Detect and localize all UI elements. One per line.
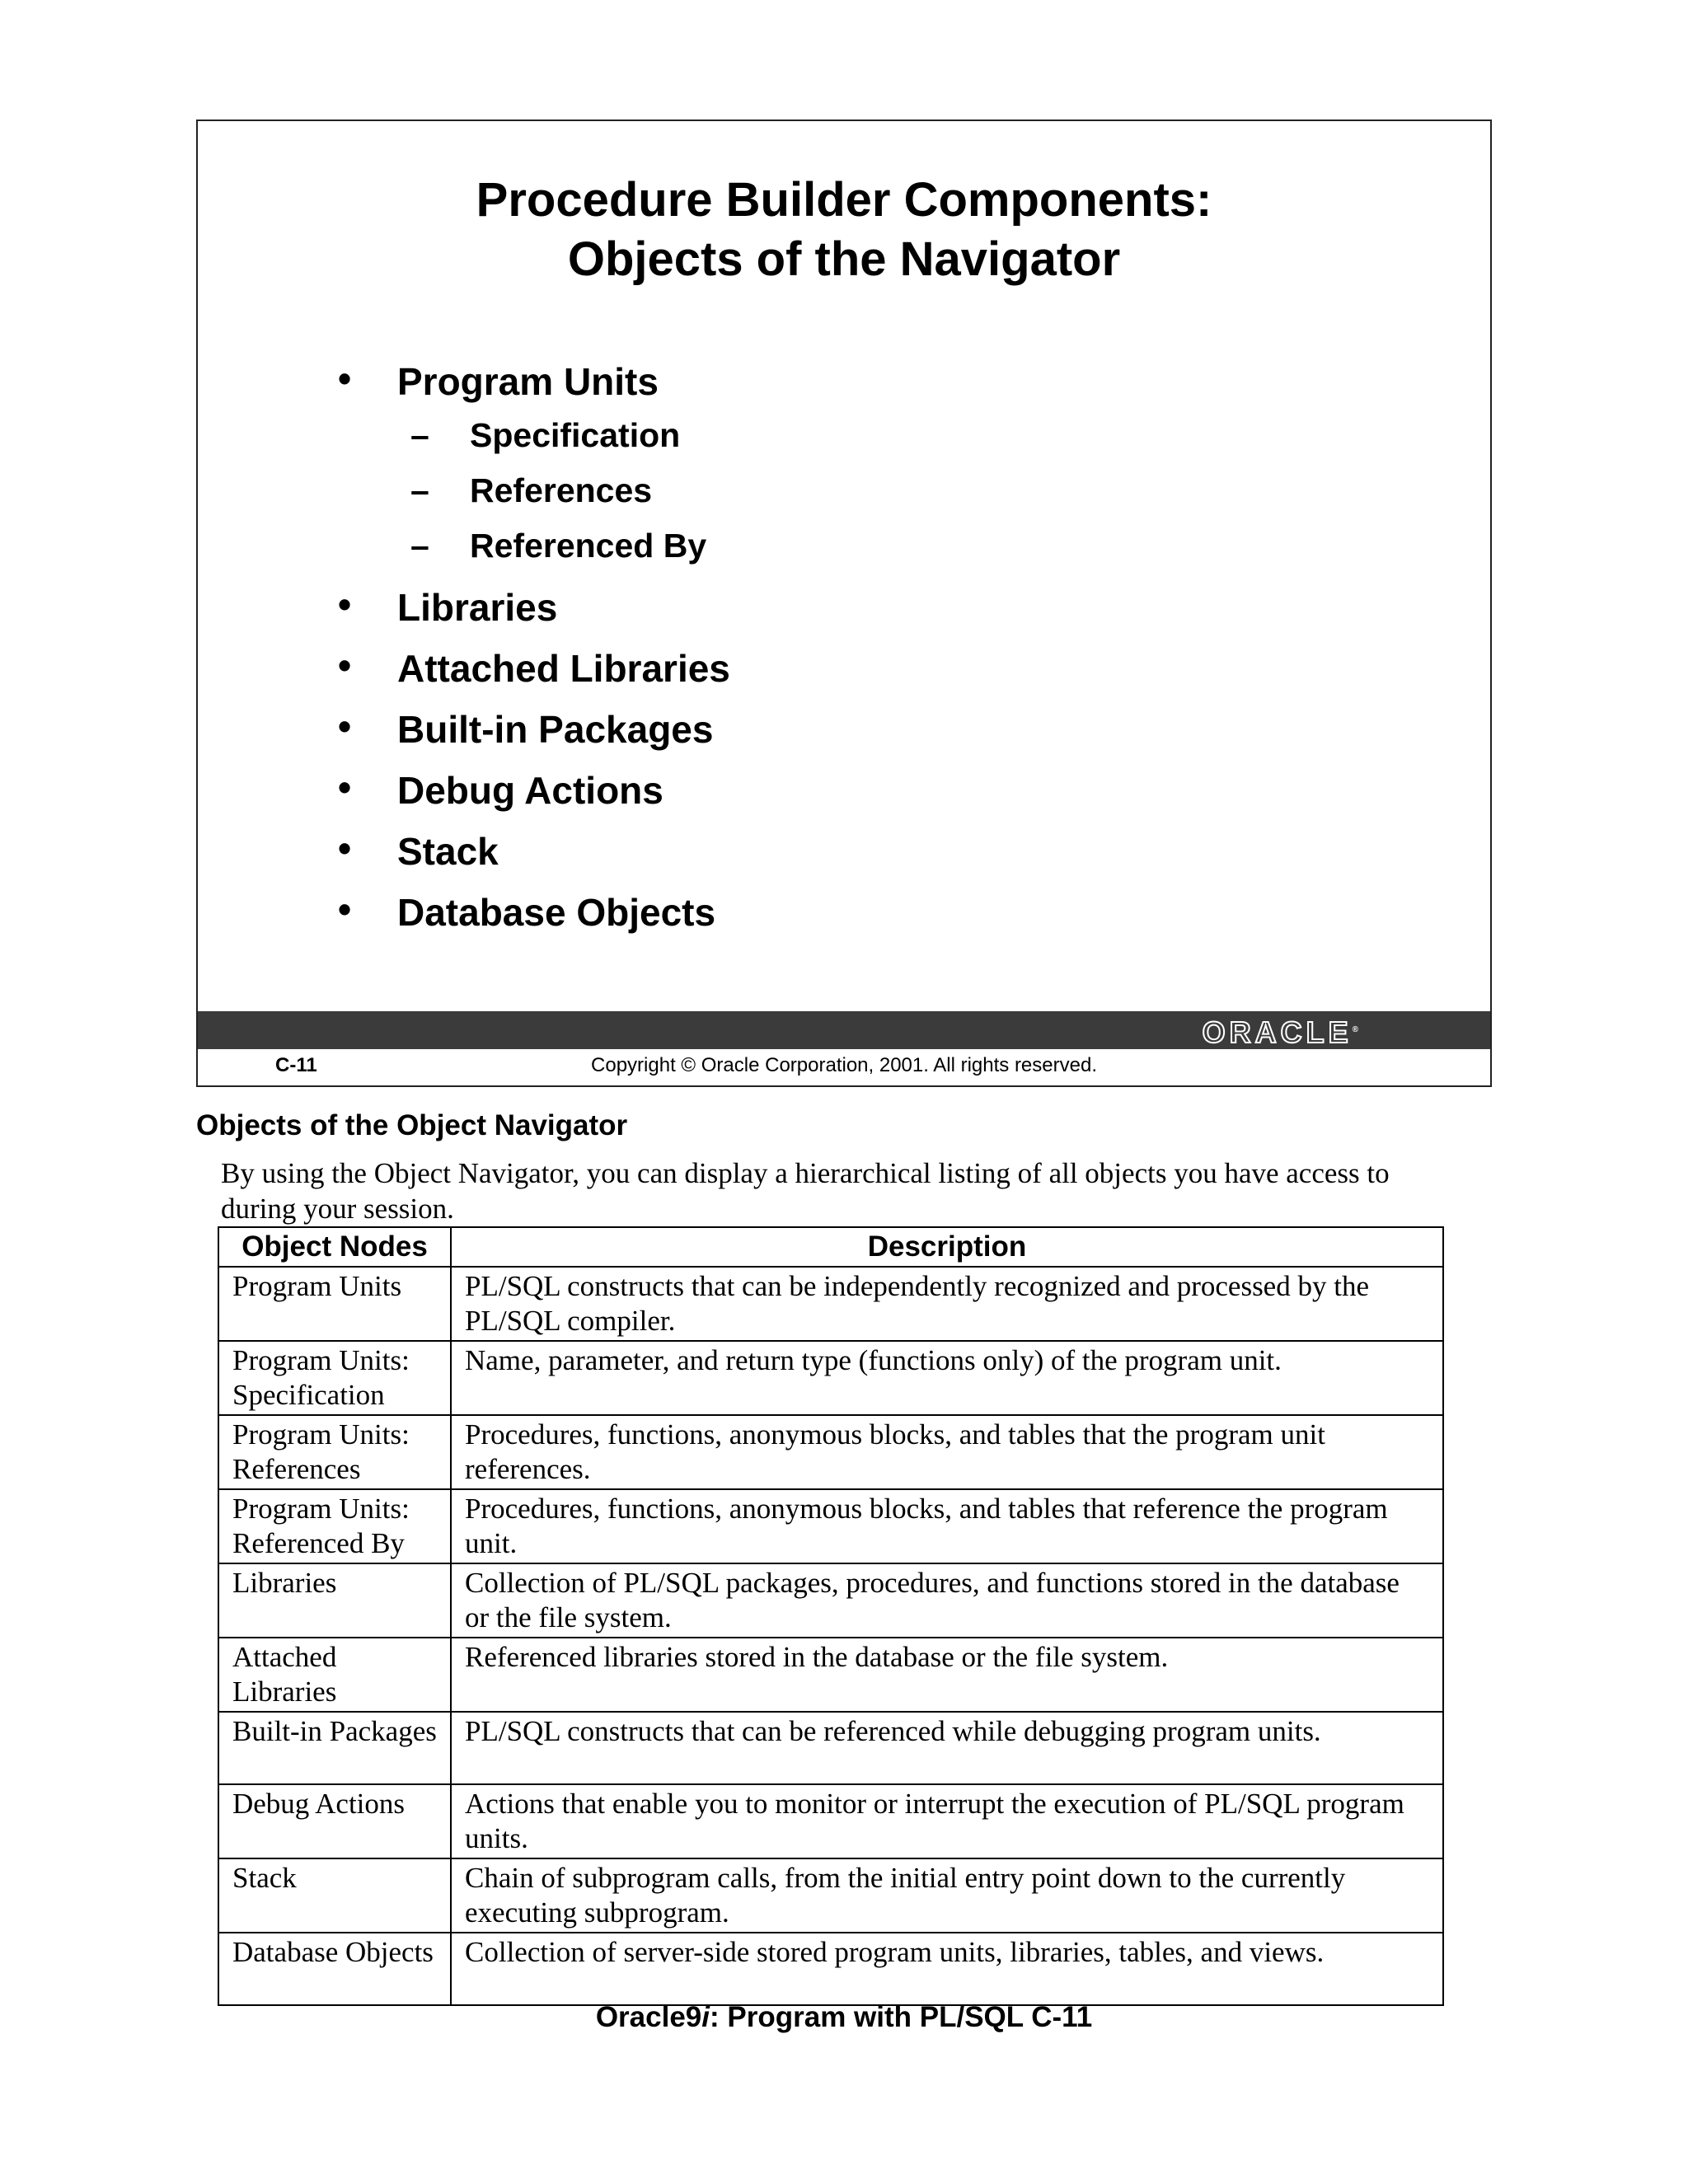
oracle-logo-text: ORACLE [1202,1015,1353,1049]
slide-number: C-11 [275,1054,317,1076]
bullet-label: Debug Actions [397,769,663,812]
copyright-notice: Copyright © Oracle Corporation, 2001. All rights reserved. [591,1054,1097,1076]
footer-prefix: Oracle9 [595,2001,702,2033]
page-footer [0,2001,1688,2034]
bullet-label: Built-in Packages [397,708,714,751]
object-node-cell: Libraries [218,1563,451,1638]
object-node-cell: Debug Actions [218,1784,451,1858]
description-cell: Collection of server-side stored program units, libraries, tables, and views. [451,1933,1443,2005]
footer-italic: i [701,2001,710,2033]
object-nodes-table [218,1226,1444,2006]
slide-bullet-list [198,121,1490,1085]
table-row [218,1267,1443,1341]
column-header-description: Description [451,1227,1443,1267]
intro-paragraph: By using the Object Navigator, you can display a hierarchical listing of all objects you have access to during your session. [221,1157,1390,1225]
dash-icon: – [410,527,429,565]
table-row [218,1638,1443,1712]
bullet-icon: • [338,827,352,869]
description-cell: Name, parameter, and return type (functions only) of the program unit. [451,1341,1443,1415]
description-cell: Chain of subprogram calls, from the initial entry point down to the currently executing subprogram. [451,1858,1443,1933]
slide-title-line-1: Procedure Builder Components: [476,173,1212,227]
bullet-icon: • [338,644,352,687]
bullet-label: Program Units [397,360,659,403]
object-node-cell: Program Units [218,1267,451,1341]
table-header-row [218,1227,1443,1267]
bullet-icon: • [338,583,352,626]
column-header-object-nodes: Object Nodes [218,1227,451,1267]
oracle-logo [1203,1015,1358,1048]
description-cell: Collection of PL/SQL packages, procedures, and functions stored in the database or the file system. [451,1563,1443,1638]
section-heading: Objects of the Object Navigator [196,1109,628,1141]
description-cell: Actions that enable you to monitor or interrupt the execution of PL/SQL program units. [451,1784,1443,1858]
description-cell: PL/SQL constructs that can be independently recognized and processed by the PL/SQL compiler. [451,1267,1443,1341]
object-node-cell: Program Units: Specification [218,1341,451,1415]
object-node-cell: Stack [218,1858,451,1933]
table-row [218,1489,1443,1563]
slide-footer-bar [198,1011,1490,1049]
object-node-cell: Built-in Packages [218,1712,451,1784]
table-row [218,1712,1443,1784]
footer-suffix: : Program with PL/SQL C-11 [710,2001,1093,2033]
description-cell: Procedures, functions, anonymous blocks, and tables that reference the program unit. [451,1489,1443,1563]
sub-bullet-label: Referenced By [470,527,707,565]
slide-frame [196,120,1492,1087]
object-node-cell: Attached Libraries [218,1638,451,1712]
sub-bullet-label: References [470,471,653,509]
bullet-label: Attached Libraries [397,647,730,690]
object-node-cell: Database Objects [218,1933,451,2005]
bullet-label: Stack [397,830,499,873]
object-node-cell: Program Units: References [218,1415,451,1489]
table-row [218,1858,1443,1933]
sub-bullet-label: Specification [470,416,681,454]
dash-icon: – [410,416,429,454]
table-row [218,1415,1443,1489]
bullet-icon: • [338,357,352,400]
description-cell: Referenced libraries stored in the database or the file system. [451,1638,1443,1712]
bullet-label: Database Objects [397,891,716,934]
table-row [218,1341,1443,1415]
bullet-icon: • [338,766,352,808]
description-cell: Procedures, functions, anonymous blocks, and tables that the program unit references. [451,1415,1443,1489]
table-row [218,1933,1443,2005]
bullet-label: Libraries [397,586,558,629]
object-node-cell: Program Units: Referenced By [218,1489,451,1563]
description-cell: PL/SQL constructs that can be referenced while debugging program units. [451,1712,1443,1784]
dash-icon: – [410,471,429,509]
slide-title-line-2: Objects of the Navigator [567,232,1121,286]
bullet-icon: • [338,888,352,930]
table-row [218,1563,1443,1638]
registered-mark: ® [1352,1025,1358,1034]
bullet-icon: • [338,705,352,748]
table-row [218,1784,1443,1858]
